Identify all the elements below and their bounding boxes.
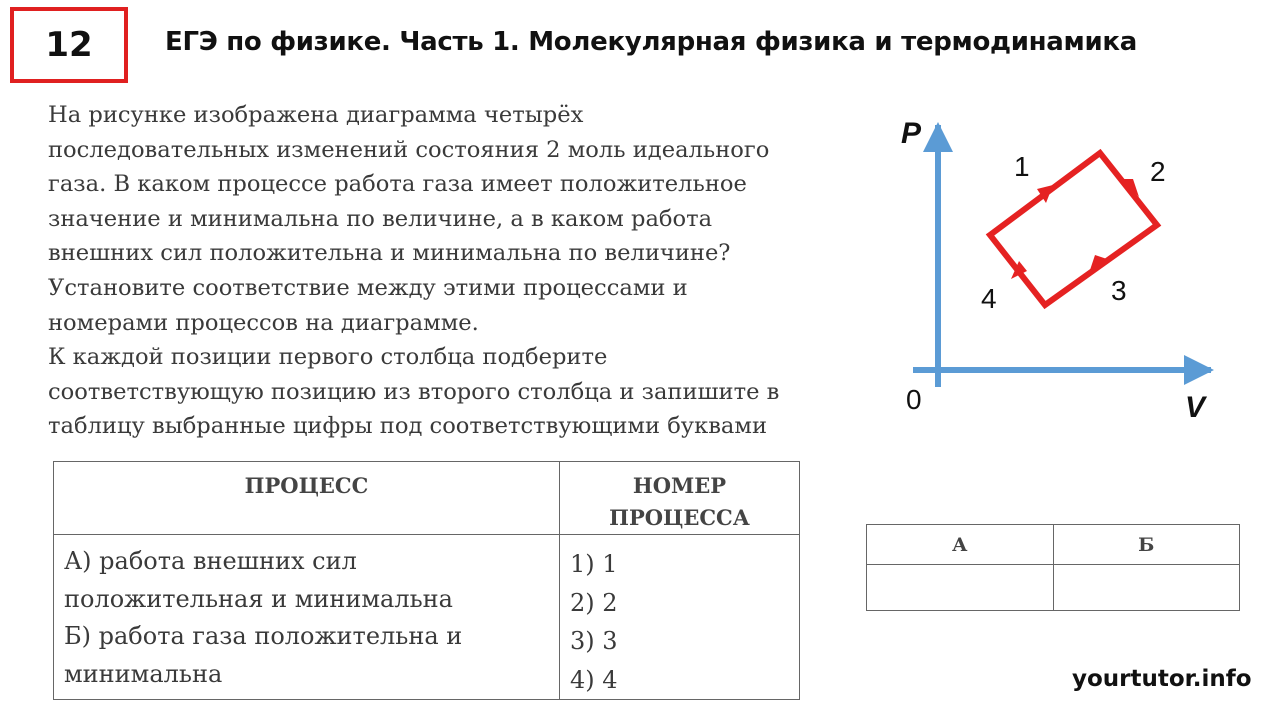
pv-diagram	[895, 105, 1225, 425]
answer-header-b: Б	[1053, 525, 1240, 565]
question-line: номерами процессов на диаграмме.	[48, 309, 479, 336]
question-line: Установите соответствие между этими процессами и	[48, 274, 688, 301]
header-number-line2: ПРОЦЕССА	[609, 505, 750, 530]
page-title: ЕГЭ по физике. Часть 1. Молекулярная физика и термодинамика	[165, 27, 1138, 57]
number-option: 4) 4	[570, 665, 618, 694]
process-item-line: минимальна	[64, 659, 223, 688]
process-item-line: Б) работа газа положительна и	[64, 622, 463, 650]
question-line: внешних сил положительна и минимальна по величине?	[48, 240, 731, 267]
number-option: 1) 1	[570, 550, 618, 578]
v-axis-label: V	[1185, 391, 1206, 424]
number-option: 3) 3	[570, 627, 618, 655]
question-line: К каждой позиции первого столбца подберите	[48, 344, 608, 371]
question-line: соответствующую позицию из второго столбца и запишите в	[48, 378, 780, 405]
question-line: таблицу выбранные цифры под соответствующими буквами	[48, 413, 768, 440]
question-line: значение и минимальна по величине, а в каком работа	[48, 205, 713, 232]
header-process-number	[560, 462, 800, 535]
number-column	[560, 535, 800, 700]
process-item-line: А) работа внешних сил	[64, 547, 357, 575]
origin-label: 0	[906, 384, 922, 415]
answer-table	[866, 524, 1240, 611]
header-number-line1: НОМЕР	[632, 473, 727, 498]
task-number-badge	[10, 7, 128, 83]
question-text	[48, 98, 898, 444]
header-process	[54, 462, 560, 535]
process-label-4: 4	[981, 283, 997, 314]
brand-watermark: yourtutor.info	[1072, 666, 1252, 692]
process-item-line: положительная и минимальна	[64, 584, 453, 613]
p-axis-label: P	[901, 117, 922, 150]
process-label-1: 1	[1014, 151, 1030, 182]
process-label-3: 3	[1111, 275, 1127, 306]
question-line: последовательных изменений состояния 2 моль идеального	[48, 136, 770, 163]
task-number: 12	[45, 25, 93, 65]
number-option: 2) 2	[570, 588, 618, 617]
process-column	[54, 535, 560, 700]
matching-table	[53, 461, 800, 700]
process-label-2: 2	[1150, 156, 1166, 187]
header-process-label: ПРОЦЕСС	[244, 473, 369, 498]
question-line: газа. В каком процессе работа газа имеет положительное	[48, 171, 747, 198]
question-line: На рисунке изображена диаграмма четырёх	[48, 102, 584, 128]
answer-cell-a[interactable]	[867, 565, 1054, 611]
answer-header-a: А	[867, 525, 1054, 565]
answer-cell-b[interactable]	[1053, 565, 1240, 611]
